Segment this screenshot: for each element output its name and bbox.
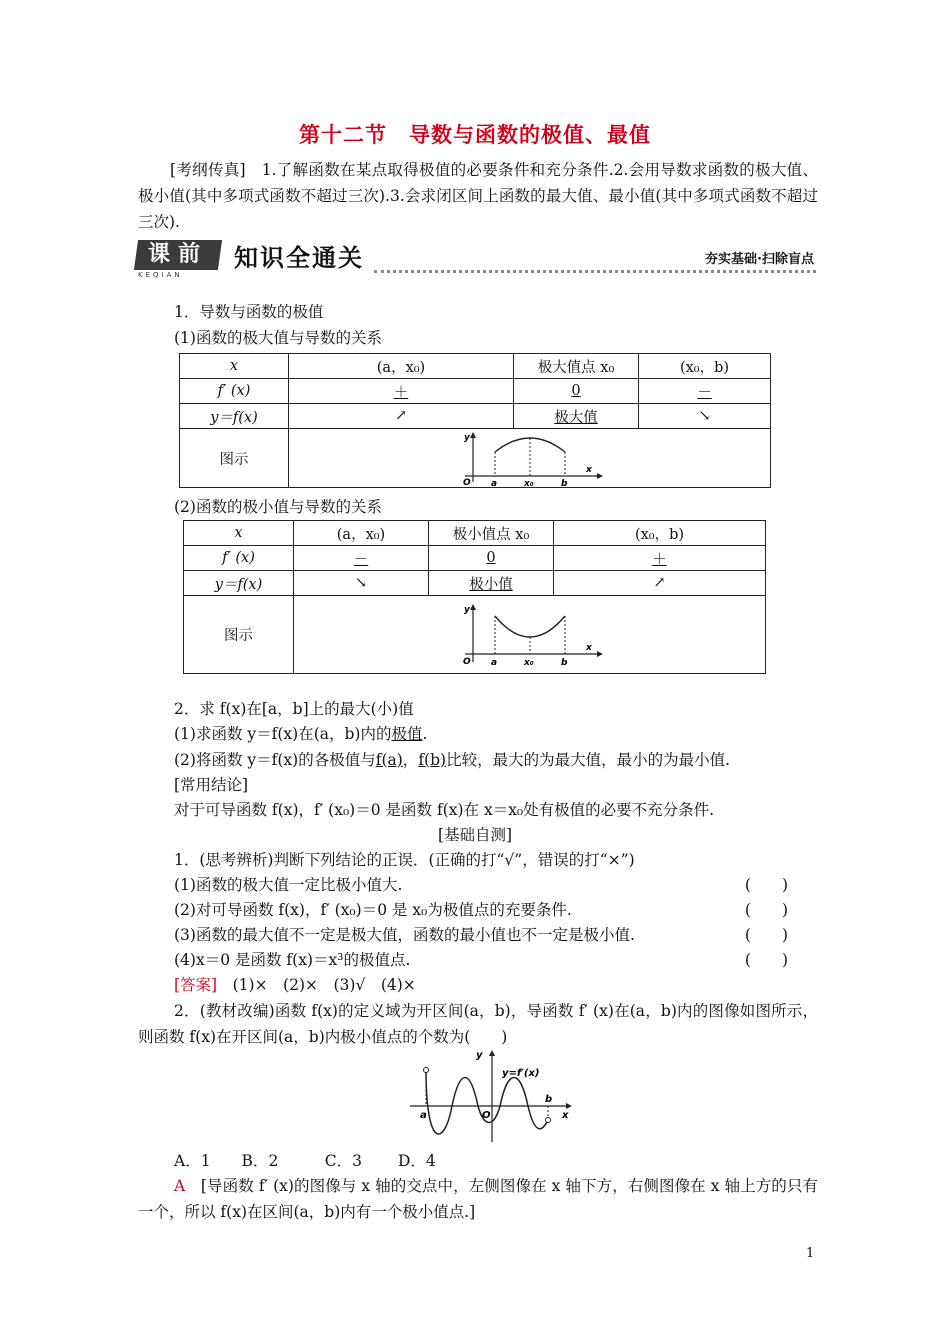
answer-tag: [答案] [174,976,218,994]
solution-letter: A [174,1177,186,1195]
question-2: 2．(教材改编)函数 f(x)的定义域为开区间(a，b)，导函数 f′ (x)在(a，b)内的图像如图所示，则函数 f(x)在开区间(a，b)内极小值点的个数为( ) [138,1002,818,1046]
graph-label-o: O [482,1110,491,1121]
step1-underlined: 极值 [391,725,423,743]
selftest-heading: [基础自测] [437,826,513,844]
conclusion-tag: [常用结论] [174,776,249,794]
answer-text: (1)× (2)× (3)√ (4)× [217,976,416,994]
graph-label-y: y [463,433,470,443]
table-cell: (a，x₀) [289,354,514,379]
table-cell: ↘ [294,571,429,596]
table-row [180,354,771,379]
banner-pinyin: KEQIAN [138,271,183,279]
section1-sub1: (1)函数的极大值与导数的关系 [174,329,382,347]
options-line: A．1 B．2 C．3 D．4 [174,1152,436,1170]
graph-minimum [455,602,605,668]
table-row [180,429,771,488]
banner-slogan: 夯实基础·扫除盲点 [705,252,814,267]
table-cell: 极大值 [514,404,639,429]
table-cell: y＝f(x) [184,571,294,596]
graph-label-o: O [462,656,471,667]
graph-label-y: y [476,1050,483,1061]
section2-step2 [174,748,730,772]
graph-maximum [455,430,605,486]
step2-fb: f(b) [418,751,447,769]
table-row [180,379,771,404]
solution-paragraph [138,1173,818,1225]
table-cell: ＋ [289,379,514,404]
table-cell: ↗ [289,404,514,429]
banner-badge: 课前 [134,240,222,270]
section1-heading: 1．导数与函数的极值 [174,303,324,321]
step2-sep: ， [402,751,419,769]
answer-blank: ( ) [744,901,788,919]
table-cell: (x₀，b) [639,354,771,379]
table-cell: 图示 [184,596,294,674]
answer-blank: ( ) [744,926,788,944]
answer-blank: ( ) [744,876,788,894]
graph-label-a: a [420,1110,427,1121]
table-cell: 0 [514,379,639,404]
table-cell: f′ (x) [184,546,294,571]
question-1: 1．(思考辨析)判断下列结论的正误．(正确的打“√”，错误的打“×”) [174,851,635,869]
table-row [184,521,766,546]
table-cell: (a，x₀) [294,521,429,546]
step2-end: 比较，最大的为最大值，最小的为最小值. [446,751,731,769]
table-cell: ↗ [554,571,766,596]
conclusion-text: 对于可导函数 f(x)，f′ (x₀)＝0 是函数 f(x)在 x＝x₀处有极值的必要不充分条件. [174,801,715,819]
graph-label-b: b [560,657,567,668]
table-cell: 图示 [180,429,289,488]
list-item: (1)函数的极大值一定比极小值大. ( ) [174,873,788,898]
list-item: (4)x＝0 是函数 f(x)＝x³的极值点. ( ) [174,948,788,973]
table-cell: 极小值 [429,571,554,596]
banner-divider [374,270,816,276]
step2-fa: f(a) [375,751,403,769]
table-cell: ↘ [639,404,771,429]
answer-blank: ( ) [744,951,788,969]
table-cell: － [294,546,429,571]
graph-label-x: x [585,642,592,653]
graph-label-x: x [562,1110,569,1121]
table-row [184,571,766,596]
table-minimum [183,520,766,674]
graph-label-b: b [560,479,567,486]
graph-label-o: O [462,478,471,486]
table-cell: 0 [429,546,554,571]
list-item: (3)函数的最大值不一定是极大值，函数的最小值也不一定是极小值. ( ) [174,923,788,948]
table-cell: x [180,354,289,379]
graph-label-b: b [545,1094,553,1105]
table-row [180,404,771,429]
page-title: 第十二节 导数与函数的极值、最值 [299,123,651,147]
judge-list [174,873,788,973]
graph-label-a: a [490,479,497,486]
solution-text: [导函数 f′ (x)的图像与 x 轴的交点中，左侧图像在 x 轴下方，右侧图像在 x 轴上方的只有一个，所以 f(x)在区间(a，b)内有一个极小值点.] [138,1177,818,1221]
step2-text: (2)将函数 y＝f(x)的各极值与 [174,751,376,769]
table-maximum [179,353,771,488]
table-row [184,546,766,571]
graph-label-x: x [585,465,592,475]
table-cell: 极小值点 x₀ [429,521,554,546]
graph-label-y: y [463,604,470,615]
table-cell: y＝f(x) [180,404,289,429]
syllabus-paragraph [138,157,818,235]
graph-label-fp: y=f′(x) [502,1068,540,1079]
table-cell: f′ (x) [180,379,289,404]
section1-sub2: (2)函数的极小值与导数的关系 [174,498,382,516]
table-cell: － [639,379,771,404]
graph-label-x0: x₀ [523,479,534,486]
graph-label-x0: x₀ [523,657,534,668]
graph-maximum-cell [289,429,771,488]
table-cell: x [184,521,294,546]
list-item: (2)对可导函数 f(x)，f′ (x₀)＝0 是 x₀为极值点的充要条件. ( ) [174,898,788,923]
page-number: 1 [806,1246,815,1261]
section-banner [136,238,816,280]
table-cell: 极大值点 x₀ [514,354,639,379]
derivative-graph [404,1048,584,1146]
section2-heading: 2．求 f(x)在[a，b]上的最大(小)值 [174,700,414,718]
step1-text: (1)求函数 y＝f(x)在(a，b)内的 [174,725,392,743]
table-cell: (x₀，b) [554,521,766,546]
answer-line [174,973,416,997]
section2-step1 [174,722,427,746]
graph-label-a: a [490,657,497,668]
banner-title: 知识全通关 [234,244,364,272]
table-row [184,596,766,674]
syllabus-tag: [考纲传真] [170,161,246,179]
table-cell: ＋ [554,546,766,571]
step1-end: . [422,725,428,743]
syllabus-text: 1.了解函数在某点取得极值的必要条件和充分条件.2.会用导数求函数的极大值、极小值(其中多项式函数不超过三次).3.会求闭区间上函数的最大值、最小值(其中多项式函数不超过三次). [138,161,818,231]
graph-minimum-cell [294,596,766,674]
